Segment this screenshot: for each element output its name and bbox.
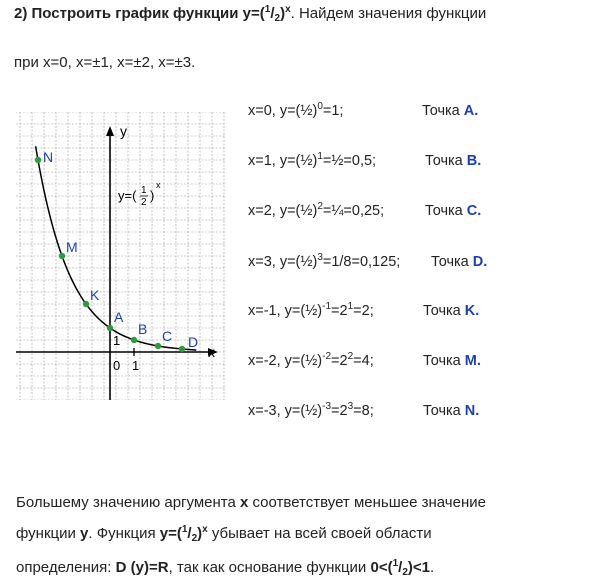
point-letter: K. [464,303,480,319]
point-word: Точка [423,403,465,419]
point-word: Точка [425,153,467,169]
value-exponent: 3 [347,401,354,412]
value-expr: x=-2, y=(½) [248,353,323,369]
value-row [248,254,400,270]
point-a [107,325,113,331]
conclusion-line-2: функции y. Функция $y=(^1/_2)^x$ убывает на всей своей области [16,524,432,544]
value-exponent: 2 [317,201,323,212]
value-row [248,403,374,419]
conclusion-line-1: Большему значению аргумента x соответствует меньшее значение [16,494,486,511]
point-d [179,346,185,352]
point-letter: N. [464,403,480,419]
svg-text:y=(: y=( [118,188,137,203]
value-expr: =2 [331,353,348,369]
x-axis-label: x [208,344,215,360]
point-label-c: C [162,328,173,344]
value-exponent: -3 [322,401,332,412]
point-label-d: D [188,334,199,350]
point-m [59,253,65,259]
x-tick-zero: 0 [113,358,121,373]
task-subheading: при x=0, x=±1, x=±2, x=±3. [14,54,196,71]
value-expr: x=0, y=(½) [248,103,318,119]
point-word: Точка [431,254,473,270]
value-expr: x=1, y=(½) [248,153,318,169]
point-label-b: B [138,321,148,337]
svg-text:): ) [150,188,155,203]
point-c [155,343,161,349]
point-caption [423,353,481,369]
value-result: =8; [353,403,374,419]
value-row [248,203,384,219]
y-tick-one: 1 [113,333,121,348]
svg-text:1: 1 [141,185,147,196]
value-exponent: 1 [317,151,323,162]
point-letter: C. [466,203,482,219]
point-letter: B. [466,153,482,169]
value-expr: x=2, y=(½) [248,203,318,219]
value-row [248,353,374,369]
task-title: 2) Построить график функции $y=(^1/_2)^x$ [14,4,291,24]
point-label-n: N [43,149,54,165]
point-letter: M. [464,353,481,369]
point-b [131,337,137,343]
value-expr: =2 [331,403,348,419]
value-row [248,303,374,319]
point-caption [425,153,481,169]
point-n [35,157,41,163]
value-exponent: 3 [317,252,323,263]
y-axis-label: y [120,123,127,139]
value-expr: =½=0,5; [322,153,377,169]
value-expr: =2 [331,303,348,319]
value-result: =2; [353,303,374,319]
point-label-m: M [66,239,78,255]
value-expr: x=-3, y=(½) [248,403,323,419]
point-label-k: K [90,287,100,303]
value-row [248,103,343,119]
point-caption [431,254,487,270]
x-tick-one: 1 [132,358,140,373]
point-letter: D. [472,254,488,270]
value-exponent: -1 [322,301,332,312]
value-result: =4; [353,353,374,369]
point-label-a: A [114,309,124,325]
point-caption [425,203,481,219]
point-letter: A. [463,103,479,119]
value-expr: x=3, y=(½) [248,254,318,270]
point-caption [423,303,479,319]
point-word: Точка [423,303,465,319]
point-word: Точка [422,103,464,119]
point-word: Точка [423,353,465,369]
value-expr: =1/8=0,125; [322,254,401,270]
value-exponent: 0 [317,101,323,112]
value-row [248,153,376,169]
value-exponent: -2 [322,351,332,362]
point-word: Точка [425,203,467,219]
value-exponent: 2 [347,351,354,362]
function-graph [16,112,226,400]
point-caption [423,403,479,419]
value-expr: =1; [322,103,344,119]
value-expr: =¼=0,25; [322,203,385,219]
value-exponent: 1 [347,301,354,312]
svg-text:2: 2 [141,197,147,208]
conclusion-line-3: определения: D (y)=R, так как основание функции $0<(^1/_2)<1$. [16,558,435,578]
point-caption [422,103,478,119]
svg-text:x: x [156,180,161,190]
value-expr: x=-1, y=(½) [248,303,323,319]
task-heading: 2) Построить график функции $y=(^1/_2)^x$. Найдем значения функции [14,4,487,24]
point-k [83,301,89,307]
